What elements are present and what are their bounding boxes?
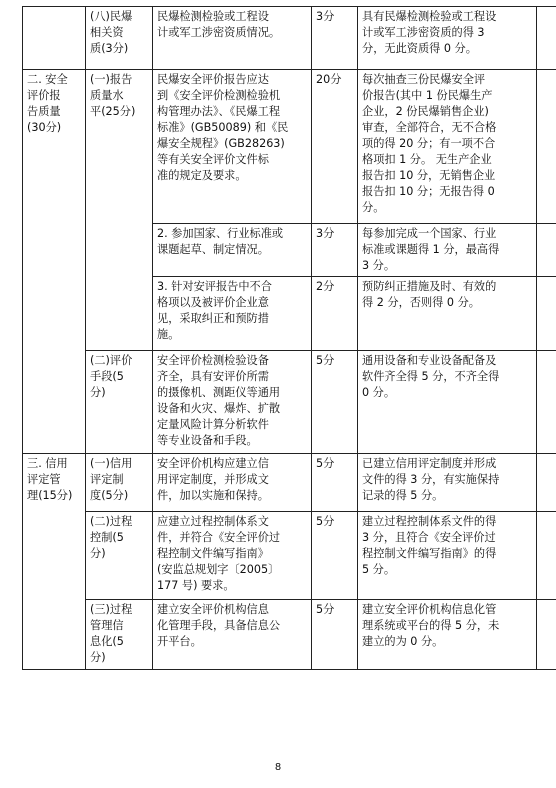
table-row (23, 512, 556, 600)
table-row (23, 600, 556, 670)
category-text: 二. 安全 评价报 告质量 (30分) (27, 73, 68, 134)
content-cell (153, 454, 312, 512)
criteria-text: 通用设备和专业设备配备及 软件齐全得 5 分，不齐全得 0 分。 (362, 354, 500, 399)
score-text: 5分 (316, 603, 335, 616)
criteria-text: 建立过程控制体系文件的得 3 分，且符合《安全评价过 程控制文件编写指南》的得 5 分。 (362, 515, 497, 576)
item-cell (86, 600, 153, 670)
item-text: (二)评价 手段(5 分) (90, 354, 133, 399)
content-cell (153, 224, 312, 277)
category-cell (23, 454, 86, 670)
blank-cell (537, 7, 556, 70)
criteria-cell (358, 70, 537, 224)
score-cell (312, 454, 358, 512)
score-text: 5分 (316, 457, 335, 470)
score-text: 2分 (316, 280, 335, 293)
score-cell (312, 277, 358, 351)
criteria-table (22, 6, 556, 670)
category-cell (23, 7, 86, 70)
content-text: 建立安全评价机构信息 化管理手段，具备信息公 开平台。 (157, 603, 281, 648)
category-cell (23, 70, 86, 454)
score-cell (312, 351, 358, 454)
score-cell (312, 7, 358, 70)
score-text: 3分 (316, 227, 335, 240)
item-cell (86, 7, 153, 70)
table-row (23, 7, 556, 70)
criteria-text: 具有民爆检测检验或工程设 计或军工涉密资质的得 3 分，无此资质得 0 分。 (362, 10, 497, 55)
blank-cell (537, 600, 556, 670)
item-text: (三)过程 管理信 息化(5 分) (90, 603, 133, 664)
content-text: 2. 参加国家、行业标准或 课题起草、制定情况。 (157, 227, 284, 256)
criteria-cell (358, 600, 537, 670)
criteria-text: 建立安全评价机构信息化管 理系统或平台的得 5 分，未 建立的为 0 分。 (362, 603, 500, 648)
table-row (23, 351, 556, 454)
criteria-cell (358, 224, 537, 277)
score-cell (312, 600, 358, 670)
criteria-cell (358, 351, 537, 454)
item-text: (一)信用 评定制 度(5分) (90, 457, 133, 502)
blank-cell (537, 224, 556, 277)
content-cell (153, 70, 312, 224)
item-cell (86, 454, 153, 512)
content-text: 应建立过程控制体系文 件，并符合《安全评价过 程控制文件编写指南》 (安监总规划字〔2005〕 177 号) 要求。 (157, 515, 281, 592)
score-cell (312, 70, 358, 224)
content-cell (153, 600, 312, 670)
score-cell (312, 512, 358, 600)
page-number: 8 (274, 762, 282, 773)
content-text: 民爆安全评价报告应达 到《安全评价检测检验机 构管理办法》、《民爆工程 标准》(GB50089) 和《民 爆安全规程》(GB28263) 等有关安全评价文件标 准的规定及要求。 (157, 73, 289, 182)
criteria-cell (358, 512, 537, 600)
criteria-text: 每参加完成一个国家、行业 标准或课题得 1 分，最高得 3 分。 (362, 227, 500, 272)
content-text: 安全评价机构应建立信 用评定制度，并形成文 件，加以实施和保持。 (157, 457, 269, 502)
criteria-text: 已建立信用评定制度并形成 文件的得 3 分，有实施保持 记录的得 5 分。 (362, 457, 500, 502)
content-text: 3. 针对安评报告中不合 格项以及被评价企业意 见，采取纠正和预防措 施。 (157, 280, 272, 341)
blank-cell (537, 454, 556, 512)
content-cell (153, 7, 312, 70)
criteria-text: 每次抽查三份民爆安全评 价报告(其中 1 份民爆生产 企业，2 份民爆销售企业) 审查，全部符合，无不合格 项的得 20 分；有一项不合 格项扣 1 分。 无生产企业 报告扣 10 分，无销售企业 报告扣 10 分；无报告得 0 分。 (362, 73, 497, 214)
criteria-cell (358, 277, 537, 351)
content-cell (153, 277, 312, 351)
content-cell (153, 351, 312, 454)
score-cell (312, 224, 358, 277)
blank-cell (537, 512, 556, 600)
content-text: 民爆检测检验或工程设 计或军工涉密资质情况。 (157, 10, 281, 39)
criteria-cell (358, 7, 537, 70)
blank-cell (537, 277, 556, 351)
criteria-cell (358, 454, 537, 512)
table-row (23, 454, 556, 512)
blank-cell (537, 70, 556, 224)
item-text: (一)报告 质量水 平(25分) (90, 73, 136, 118)
blank-cell (537, 351, 556, 454)
score-text: 5分 (316, 354, 335, 367)
content-cell (153, 512, 312, 600)
table-row (23, 70, 556, 224)
item-cell (86, 70, 153, 351)
item-text: (二)过程 控制(5 分) (90, 515, 133, 560)
content-text: 安全评价检测检验设备 齐全，具有安评价所需 的摄像机、测距仪等通用 设备和火灾、爆炸、扩散 定量风险计算分析软件 等专业设备和手段。 (157, 354, 281, 447)
score-text: 5分 (316, 515, 335, 528)
criteria-text: 预防纠正措施及时、有效的 得 2 分，否则得 0 分。 (362, 280, 497, 309)
item-text: (八)民爆 相关资 质(3分) (90, 10, 133, 55)
item-cell (86, 351, 153, 454)
score-text: 3分 (316, 10, 335, 23)
category-text: 三. 信用 评定管 理(15分) (27, 457, 73, 502)
item-cell (86, 512, 153, 600)
score-text: 20分 (316, 73, 342, 86)
